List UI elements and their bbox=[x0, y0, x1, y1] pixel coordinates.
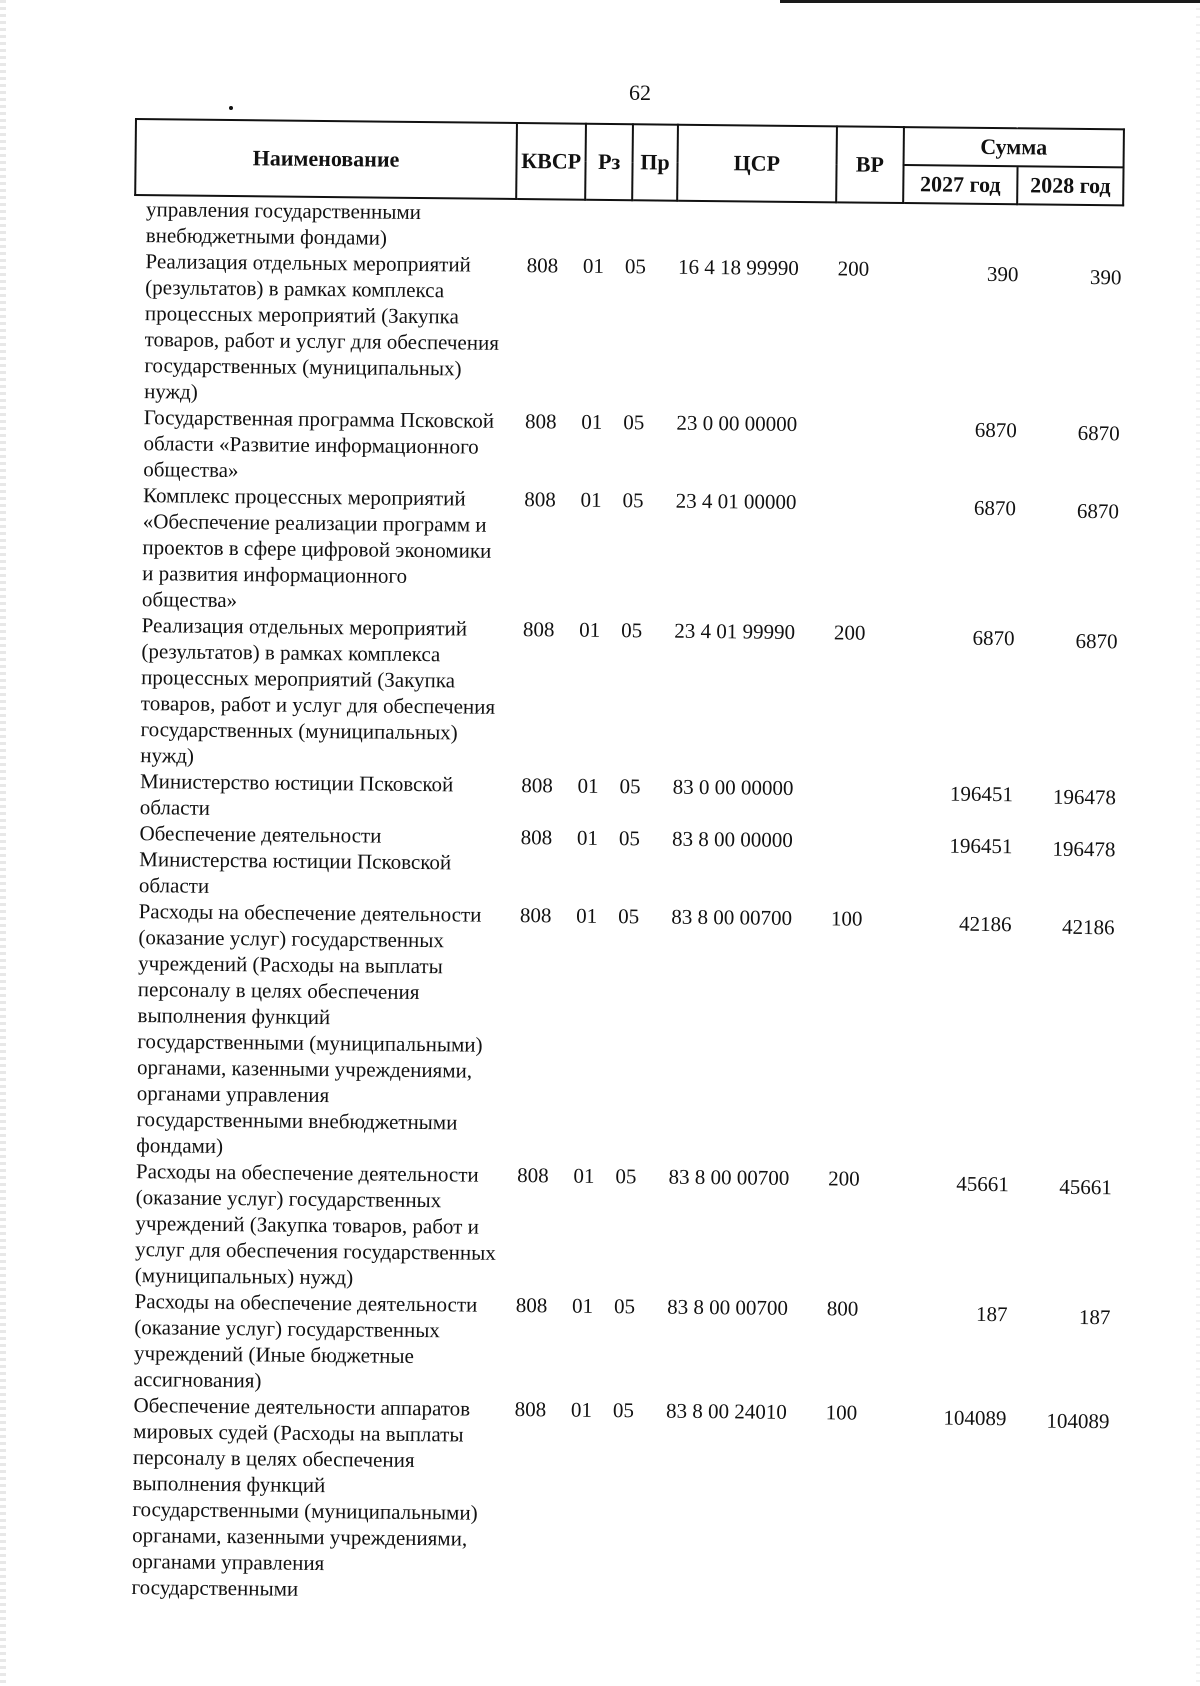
row-sum-2027: 6870 bbox=[973, 495, 1017, 521]
row-sum-2028: 45661 bbox=[1059, 1174, 1112, 1200]
row-kvsr: 808 bbox=[517, 1163, 549, 1188]
row-sum-2028: 6870 bbox=[1075, 628, 1118, 654]
row-sum-2028: 187 bbox=[1078, 1304, 1111, 1330]
row-vr: 100 bbox=[830, 906, 863, 931]
row-sum-2028: 104089 bbox=[1046, 1408, 1110, 1434]
row-name: Министерство юстиции Псковской области bbox=[139, 769, 454, 820]
header-kvsr: КВСР bbox=[516, 123, 586, 200]
row-csr: 83 8 00 24010 bbox=[665, 1398, 787, 1424]
row-pr: 05 bbox=[623, 410, 645, 435]
row-csr: 83 8 00 00000 bbox=[671, 826, 793, 852]
row-vr: 800 bbox=[826, 1296, 859, 1321]
header-pr: Пр bbox=[632, 124, 678, 200]
row-name: Государственная программа Псковской области «Развитие информационного общества» bbox=[143, 405, 495, 483]
row-rz: 01 bbox=[579, 617, 601, 642]
row-name: Расходы на обеспечение деятельности (оказание услуг) государственных учреждений (Закупка товаров, работ и услуг для обеспечения государственных (муниципальных) нужд) bbox=[134, 1159, 496, 1290]
row-rz: 01 bbox=[571, 1293, 594, 1318]
row-kvsr: 808 bbox=[522, 617, 555, 642]
row-pr: 05 bbox=[618, 904, 640, 929]
scan-right-edge bbox=[1196, 0, 1200, 1686]
row-vr: 200 bbox=[828, 1166, 860, 1191]
row-kvsr: 808 bbox=[524, 409, 557, 434]
header-vr: ВР bbox=[836, 126, 904, 203]
row-rz: 01 bbox=[582, 253, 605, 278]
row-vr bbox=[821, 489, 881, 490]
row-pr: 05 bbox=[612, 1398, 635, 1423]
row-sum-2027: 6870 bbox=[972, 625, 1015, 651]
row-sum-2028: 196478 bbox=[1052, 836, 1116, 862]
header-name: Наименование bbox=[135, 119, 517, 199]
row-csr: 23 4 01 00000 bbox=[675, 488, 797, 514]
scan-top-line bbox=[780, 0, 1200, 3]
row-pr: 05 bbox=[618, 826, 641, 851]
row-rz: 01 bbox=[576, 825, 599, 850]
row-csr: 83 8 00 00700 bbox=[667, 1294, 789, 1320]
table-row bbox=[128, 612, 1120, 778]
scan-left-edge bbox=[0, 0, 6, 1686]
row-name: Расходы на обеспечение деятельности (оказание услуг) государственных учреждений (Иные бюджетные ассигнования) bbox=[133, 1289, 478, 1393]
row-name: Расходы на обеспечение деятельности (оказание услуг) государственных учреждений (Расходы на выплаты персоналу в целях обеспечения выполнения функций государственными (муниципальными) органами, казенными учреждениями, органами управления государственными внебюджетными фондами) bbox=[136, 899, 483, 1158]
row-rz: 01 bbox=[581, 409, 603, 434]
row-sum-2027: 196451 bbox=[949, 833, 1013, 859]
row-kvsr: 808 bbox=[515, 1293, 548, 1318]
row-kvsr: 808 bbox=[521, 773, 553, 798]
row-sum-2027: 45661 bbox=[956, 1171, 1010, 1197]
row-vr bbox=[818, 827, 878, 828]
row-name: Обеспечение деятельности аппаратов мировых судей (Расходы на выплаты персоналу в целях обеспечения выполнения функций государственными (муниципальными) органами, казенными учреждениями, органами управления государственными bbox=[131, 1393, 478, 1601]
table-header bbox=[134, 118, 1125, 206]
header-csr: ЦСР bbox=[677, 125, 837, 203]
row-name: управления государственными внебюджетными фондами) bbox=[145, 197, 422, 250]
row-vr: 100 bbox=[825, 1400, 858, 1425]
row-vr bbox=[818, 775, 878, 776]
row-sum-2028: 6870 bbox=[1077, 420, 1120, 446]
row-sum-2027: 390 bbox=[986, 261, 1019, 287]
row-name: Реализация отдельных мероприятий (результатов) в рамках комплекса процессных мероприятий (Закупка товаров, работ и услуг для обеспечения государственных (муниципальных) нужд) bbox=[144, 249, 500, 404]
header-rz: Рз bbox=[585, 124, 633, 200]
row-vr: 200 bbox=[837, 256, 870, 281]
row-kvsr: 808 bbox=[526, 253, 559, 278]
row-pr: 05 bbox=[624, 254, 647, 279]
header-year-2027: 2027 год bbox=[903, 165, 1017, 204]
row-pr: 05 bbox=[619, 774, 641, 799]
row-csr: 23 0 00 00000 bbox=[676, 410, 798, 436]
table-row bbox=[123, 1158, 1114, 1298]
row-rz: 01 bbox=[580, 487, 602, 512]
row-vr bbox=[822, 411, 882, 412]
table-row bbox=[124, 898, 1117, 1168]
row-name: Реализация отдельных мероприятий (результатов) в рамках комплекса процессных мероприятий (Закупка товаров, работ и услуг для обеспечения государственных (муниципальных) нужд) bbox=[140, 613, 496, 768]
row-rz: 01 bbox=[573, 1163, 595, 1188]
row-rz: 01 bbox=[570, 1397, 593, 1422]
row-sum-2027: 187 bbox=[975, 1301, 1008, 1327]
row-name: Обеспечение деятельности Министерства юстиции Псковской области bbox=[138, 821, 452, 898]
row-sum-2028: 390 bbox=[1089, 265, 1122, 290]
row-vr: 200 bbox=[833, 620, 866, 645]
row-name: Комплекс процессных мероприятий «Обеспечение реализации программ и проектов в сфере цифровой экономики и развития информационного общества» bbox=[141, 483, 492, 613]
budget-table bbox=[119, 118, 1124, 1610]
row-sum-2027: 196451 bbox=[949, 781, 1014, 807]
page-number: 62 bbox=[629, 80, 651, 105]
table-row bbox=[132, 248, 1124, 414]
row-pr: 05 bbox=[613, 1294, 636, 1319]
scan-dot bbox=[229, 106, 233, 110]
row-csr: 83 8 00 00700 bbox=[671, 904, 793, 930]
row-kvsr: 808 bbox=[524, 487, 556, 512]
row-sum-2028: 42186 bbox=[1061, 914, 1115, 940]
row-csr: 16 4 18 99990 bbox=[677, 254, 799, 280]
row-pr: 05 bbox=[621, 618, 643, 643]
row-pr: 05 bbox=[622, 488, 644, 513]
row-rz: 01 bbox=[576, 903, 598, 928]
table-row bbox=[122, 1288, 1113, 1402]
row-csr: 83 8 00 00700 bbox=[668, 1164, 790, 1190]
row-rz: 01 bbox=[577, 773, 599, 798]
header-sum: Сумма bbox=[904, 127, 1124, 167]
table-row bbox=[131, 404, 1122, 492]
row-sum-2027: 42186 bbox=[958, 911, 1012, 937]
row-sum-2028: 196478 bbox=[1052, 784, 1117, 810]
row-csr: 23 4 01 99990 bbox=[674, 618, 796, 644]
row-csr: 83 0 00 00000 bbox=[672, 774, 794, 800]
row-pr: 05 bbox=[615, 1164, 637, 1189]
header-year-2028: 2028 год bbox=[1017, 166, 1123, 205]
row-kvsr: 808 bbox=[519, 903, 552, 928]
row-sum-2027: 6870 bbox=[974, 417, 1017, 443]
row-kvsr: 808 bbox=[514, 1397, 547, 1422]
row-sum-2028: 6870 bbox=[1076, 498, 1120, 524]
table-row bbox=[130, 482, 1121, 622]
table-row bbox=[127, 820, 1118, 908]
table-row bbox=[119, 1392, 1111, 1610]
row-sum-2027: 104089 bbox=[943, 1405, 1007, 1431]
row-kvsr: 808 bbox=[520, 825, 553, 850]
table-body bbox=[119, 196, 1124, 1610]
